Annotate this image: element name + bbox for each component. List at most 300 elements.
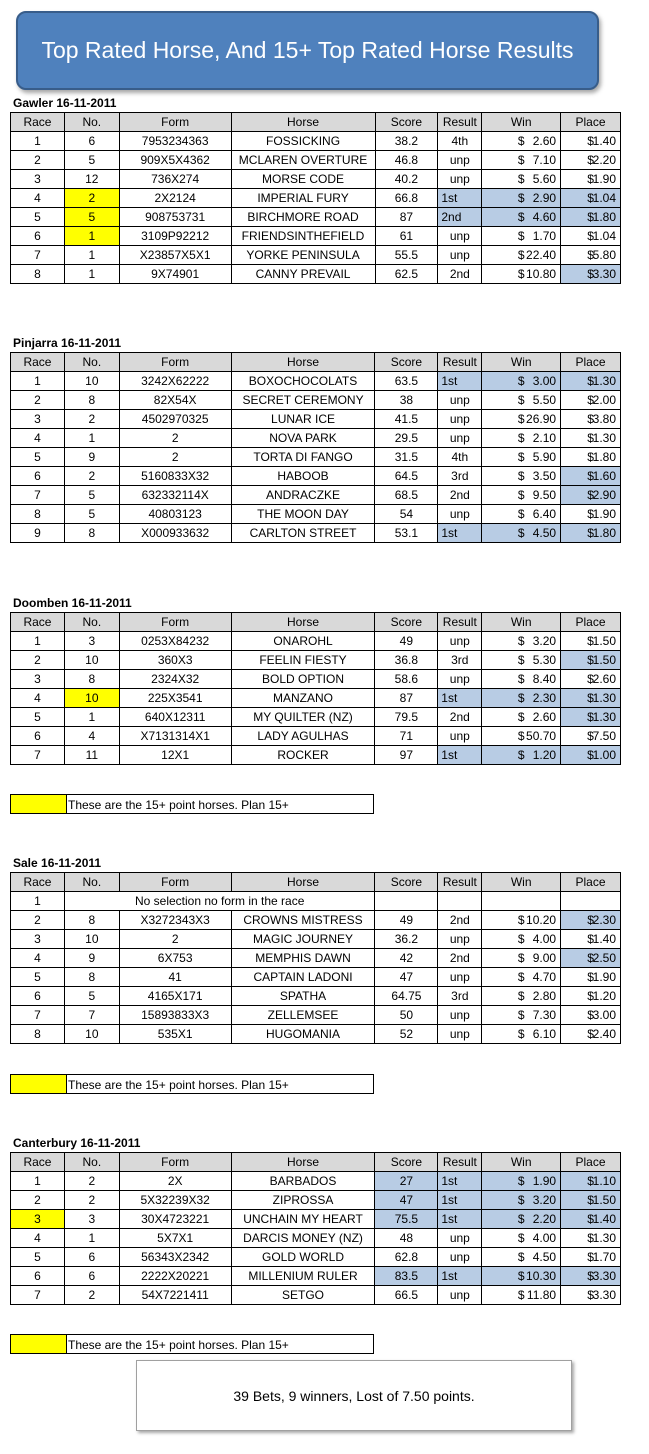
win-amount: 1.90	[532, 1174, 557, 1188]
place-amount: 3.30	[592, 1269, 616, 1283]
cell-score: 62.8	[375, 1248, 438, 1267]
win-amount: 7.10	[532, 153, 557, 167]
cell-form: 82X54X	[119, 391, 231, 410]
cell-no: 2	[64, 467, 119, 486]
win-amount: 2.90	[532, 191, 557, 205]
cell-race: 4	[11, 689, 65, 708]
cell-form: 632332114X	[119, 486, 231, 505]
cell-horse: HABOOB	[231, 467, 375, 486]
cell-race: 5	[11, 708, 65, 727]
cell-score: 47	[375, 968, 438, 987]
column-header-form: Form	[119, 113, 231, 132]
cell-place: $ 3.00	[561, 1006, 621, 1025]
legend-15plus	[10, 1074, 374, 1094]
cell-no: 6	[64, 1248, 119, 1267]
cell-horse: CROWNS MISTRESS	[231, 911, 375, 930]
place-amount: 2.00	[592, 393, 616, 407]
legend-text: These are the 15+ point horses. Plan 15+	[68, 798, 289, 812]
table-row	[11, 208, 621, 227]
cell-race: 5	[11, 448, 65, 467]
cell-score: 48	[375, 1229, 438, 1248]
cell-result: unp	[438, 246, 482, 265]
cell-race: 7	[11, 746, 65, 765]
cell-win: $ 3.50	[482, 467, 561, 486]
cell-win: $ 7.30	[482, 1006, 561, 1025]
cell-result: unp	[438, 670, 482, 689]
cell-win: $ 50.70	[482, 727, 561, 746]
cell-no: 1	[64, 708, 119, 727]
column-header-race: Race	[11, 1153, 65, 1172]
cell-place: $ 1.04	[561, 227, 621, 246]
cell-horse: BOXOCHOCOLATS	[231, 372, 375, 391]
table-row	[11, 372, 621, 391]
cell-horse: MCLAREN OVERTURE	[231, 151, 375, 170]
column-header-no: No.	[64, 1153, 119, 1172]
table-row	[11, 949, 621, 968]
cell-result: unp	[438, 391, 482, 410]
place-amount: 1.30	[592, 1231, 616, 1245]
cell-no: 6	[64, 1267, 119, 1286]
place-amount: 5.80	[592, 248, 616, 262]
cell-form: 3242X62222	[119, 372, 231, 391]
cell-win: $ 3.00	[482, 372, 561, 391]
cell-place: $ 1.30	[561, 372, 621, 391]
win-amount: 3.50	[532, 469, 557, 483]
cell-score: 38	[375, 391, 438, 410]
cell-race: 8	[11, 1025, 65, 1044]
column-header-no: No.	[64, 113, 119, 132]
column-header-form: Form	[119, 1153, 231, 1172]
cell-win: $ 4.50	[482, 1248, 561, 1267]
table-header-row	[11, 113, 621, 132]
cell-no: 2	[64, 189, 119, 208]
cell-form: 2222X20221	[119, 1267, 231, 1286]
cell-horse: TORTA DI FANGO	[231, 448, 375, 467]
cell-race: 1	[11, 892, 65, 911]
cell-no: 3	[64, 1210, 119, 1229]
cell-win: $ 4.70	[482, 968, 561, 987]
cell-horse: NOVA PARK	[231, 429, 375, 448]
column-header-win: Win	[482, 873, 561, 892]
cell-form: X23857X5X1	[119, 246, 231, 265]
cell-no: 10	[64, 1025, 119, 1044]
cell-race: 7	[11, 1006, 65, 1025]
win-amount: 2.60	[532, 710, 557, 724]
place-amount: 1.80	[592, 526, 616, 540]
cell-form: 2	[119, 429, 231, 448]
cell-form: 640X12311	[119, 708, 231, 727]
cell-result: unp	[438, 968, 482, 987]
cell-result: unp	[438, 170, 482, 189]
cell-form: 360X3	[119, 651, 231, 670]
table-header-row	[11, 353, 621, 372]
table-row	[11, 670, 621, 689]
cell-horse: FRIENDSINTHEFIELD	[231, 227, 375, 246]
cell-horse: GOLD WORLD	[231, 1248, 375, 1267]
results-table	[10, 112, 621, 284]
cell-score: 61	[375, 227, 438, 246]
cell-result: 1st	[438, 1210, 482, 1229]
place-amount: 1.50	[592, 1193, 616, 1207]
cell-score: 54	[375, 505, 438, 524]
cell-score: 40.2	[375, 170, 438, 189]
cell-win: $ 2.10	[482, 429, 561, 448]
cell-empty	[561, 892, 621, 911]
legend-swatch	[11, 795, 67, 813]
cell-win: $ 4.00	[482, 1229, 561, 1248]
cell-place: $ 1.04	[561, 189, 621, 208]
table-row	[11, 727, 621, 746]
cell-horse: BIRCHMORE ROAD	[231, 208, 375, 227]
cell-horse: ZELLEMSEE	[231, 1006, 375, 1025]
column-header-score: Score	[375, 873, 438, 892]
win-amount: 10.20	[526, 913, 557, 927]
cell-horse: MORSE CODE	[231, 170, 375, 189]
table-row	[11, 132, 621, 151]
cell-race: 5	[11, 968, 65, 987]
cell-result: unp	[438, 1006, 482, 1025]
cell-place: $ 1.50	[561, 651, 621, 670]
cell-horse: LUNAR ICE	[231, 410, 375, 429]
table-row	[11, 708, 621, 727]
place-amount: 1.10	[592, 1174, 616, 1188]
table-row	[11, 189, 621, 208]
cell-race: 1	[11, 372, 65, 391]
cell-result: unp	[438, 151, 482, 170]
cell-race: 8	[11, 265, 65, 284]
cell-empty	[482, 892, 561, 911]
cell-horse: CARLTON STREET	[231, 524, 375, 543]
cell-form: 4165X171	[119, 987, 231, 1006]
cell-score: 87	[375, 208, 438, 227]
column-header-place: Place	[561, 613, 621, 632]
cell-race: 5	[11, 208, 65, 227]
cell-horse: MAGIC JOURNEY	[231, 930, 375, 949]
place-amount: 1.90	[592, 172, 616, 186]
cell-no: 5	[64, 486, 119, 505]
legend-text: These are the 15+ point horses. Plan 15+	[68, 1078, 289, 1092]
place-amount: 3.30	[592, 267, 616, 281]
cell-result: unp	[438, 429, 482, 448]
cell-win: $ 5.30	[482, 651, 561, 670]
cell-no: 12	[64, 170, 119, 189]
results-table	[10, 872, 621, 1044]
cell-score: 71	[375, 727, 438, 746]
cell-win: $ 3.20	[482, 632, 561, 651]
table-row	[11, 1006, 621, 1025]
win-amount: 2.10	[532, 431, 557, 445]
win-amount: 50.70	[526, 729, 557, 743]
cell-no: 6	[64, 132, 119, 151]
cell-place: $ 1.80	[561, 208, 621, 227]
cell-place: $ 3.30	[561, 1286, 621, 1305]
page-title-banner	[16, 11, 599, 90]
results-table	[10, 1152, 621, 1305]
cell-no: 8	[64, 968, 119, 987]
cell-score: 66.8	[375, 189, 438, 208]
win-amount: 2.80	[532, 989, 557, 1003]
cell-horse: DARCIS MONEY (NZ)	[231, 1229, 375, 1248]
cell-form: 4502970325	[119, 410, 231, 429]
win-amount: 2.20	[532, 1212, 557, 1226]
cell-empty	[375, 892, 438, 911]
cell-no: 10	[64, 930, 119, 949]
place-amount: 1.40	[592, 1212, 616, 1226]
table-row	[11, 265, 621, 284]
cell-form: 30X4723221	[119, 1210, 231, 1229]
column-header-win: Win	[482, 113, 561, 132]
cell-win: $ 7.10	[482, 151, 561, 170]
cell-result: unp	[438, 227, 482, 246]
table-row	[11, 246, 621, 265]
cell-result: 4th	[438, 132, 482, 151]
cell-horse: IMPERIAL FURY	[231, 189, 375, 208]
cell-horse: BOLD OPTION	[231, 670, 375, 689]
cell-horse: FOSSICKING	[231, 132, 375, 151]
cell-win: $ 8.40	[482, 670, 561, 689]
column-header-win: Win	[482, 353, 561, 372]
cell-place: $ 1.90	[561, 170, 621, 189]
table-row	[11, 892, 621, 911]
cell-score: 36.2	[375, 930, 438, 949]
cell-no: 5	[64, 505, 119, 524]
win-amount: 26.90	[526, 412, 557, 426]
cell-score: 58.6	[375, 670, 438, 689]
cell-no: 5	[64, 987, 119, 1006]
cell-form: 41	[119, 968, 231, 987]
cell-place: $ 1.20	[561, 987, 621, 1006]
cell-win: $ 2.60	[482, 132, 561, 151]
cell-result: 2nd	[438, 486, 482, 505]
cell-score: 64.75	[375, 987, 438, 1006]
section-title: Gawler 16-11-2011	[13, 96, 117, 110]
cell-race: 1	[11, 632, 65, 651]
cell-horse: MILLENIUM RULER	[231, 1267, 375, 1286]
column-header-win: Win	[482, 613, 561, 632]
place-amount: 2.40	[592, 1027, 616, 1041]
cell-no: 1	[64, 1229, 119, 1248]
place-amount: 3.30	[592, 1288, 616, 1302]
cell-form: X3272343X3	[119, 911, 231, 930]
place-amount: 2.60	[592, 672, 616, 686]
cell-place: $ 7.50	[561, 727, 621, 746]
cell-score: 79.5	[375, 708, 438, 727]
table-row	[11, 410, 621, 429]
summary-box	[136, 1360, 572, 1431]
cell-form: 736X274	[119, 170, 231, 189]
column-header-race: Race	[11, 873, 65, 892]
cell-win: $ 3.20	[482, 1191, 561, 1210]
cell-place: $ 2.00	[561, 391, 621, 410]
cell-horse: SETGO	[231, 1286, 375, 1305]
place-amount: 3.80	[592, 412, 616, 426]
cell-race: 4	[11, 1229, 65, 1248]
cell-form: 0253X84232	[119, 632, 231, 651]
cell-win: $ 1.70	[482, 227, 561, 246]
results-table	[10, 352, 621, 543]
cell-horse: FEELIN FIESTY	[231, 651, 375, 670]
cell-result: 2nd	[438, 265, 482, 284]
column-header-no: No.	[64, 613, 119, 632]
table-row	[11, 467, 621, 486]
win-amount: 22.40	[526, 248, 557, 262]
cell-no: 5	[64, 151, 119, 170]
win-amount: 3.00	[532, 374, 557, 388]
cell-score: 75.5	[375, 1210, 438, 1229]
cell-place: $ 1.30	[561, 708, 621, 727]
cell-form: 15893833X3	[119, 1006, 231, 1025]
win-amount: 4.00	[532, 1231, 557, 1245]
cell-score: 64.5	[375, 467, 438, 486]
win-amount: 9.00	[532, 951, 557, 965]
table-header-row	[11, 613, 621, 632]
win-amount: 5.90	[532, 450, 557, 464]
win-amount: 6.10	[532, 1027, 557, 1041]
cell-score: 83.5	[375, 1267, 438, 1286]
cell-horse: SPATHA	[231, 987, 375, 1006]
cell-race: 7	[11, 486, 65, 505]
cell-no: 8	[64, 911, 119, 930]
win-amount: 2.60	[532, 134, 557, 148]
cell-win: $ 6.40	[482, 505, 561, 524]
cell-place: $ 1.40	[561, 1210, 621, 1229]
cell-win: $ 10.80	[482, 265, 561, 284]
table-row	[11, 987, 621, 1006]
place-amount: 1.80	[592, 210, 616, 224]
cell-no: 5	[64, 208, 119, 227]
place-amount: 1.30	[592, 710, 616, 724]
column-header-place: Place	[561, 353, 621, 372]
cell-form: 2324X32	[119, 670, 231, 689]
cell-race: 4	[11, 189, 65, 208]
win-amount: 8.40	[532, 672, 557, 686]
cell-no: 9	[64, 448, 119, 467]
win-amount: 11.80	[526, 1288, 557, 1302]
cell-no: 1	[64, 265, 119, 284]
column-header-place: Place	[561, 873, 621, 892]
cell-no: 8	[64, 670, 119, 689]
place-amount: 2.30	[592, 913, 616, 927]
cell-race: 3	[11, 670, 65, 689]
place-amount: 1.50	[592, 653, 616, 667]
table-row	[11, 505, 621, 524]
win-amount: 7.30	[532, 1008, 557, 1022]
section-title: Doomben 16-11-2011	[13, 596, 132, 610]
place-amount: 2.20	[592, 153, 616, 167]
cell-horse: ROCKER	[231, 746, 375, 765]
cell-result: unp	[438, 632, 482, 651]
column-header-score: Score	[375, 1153, 438, 1172]
table-row	[11, 911, 621, 930]
place-amount: 1.90	[592, 970, 616, 984]
cell-place: $ 1.40	[561, 930, 621, 949]
cell-score: 63.5	[375, 372, 438, 391]
cell-result: 1st	[438, 746, 482, 765]
cell-score: 31.5	[375, 448, 438, 467]
cell-form: X7131314X1	[119, 727, 231, 746]
cell-score: 62.5	[375, 265, 438, 284]
column-header-result: Result	[438, 1153, 482, 1172]
cell-win: $ 10.30	[482, 1267, 561, 1286]
cell-place: $ 1.80	[561, 448, 621, 467]
table-row	[11, 1191, 621, 1210]
cell-result: 1st	[438, 1172, 482, 1191]
cell-result: 1st	[438, 689, 482, 708]
cell-result: 3rd	[438, 467, 482, 486]
cell-form: 9X74901	[119, 265, 231, 284]
table-row	[11, 448, 621, 467]
cell-no: 8	[64, 524, 119, 543]
cell-win: $ 6.10	[482, 1025, 561, 1044]
win-amount: 3.20	[532, 634, 557, 648]
cell-score: 49	[375, 911, 438, 930]
column-header-race: Race	[11, 613, 65, 632]
cell-result: 2nd	[438, 911, 482, 930]
place-amount: 1.20	[592, 989, 616, 1003]
cell-place: $ 1.10	[561, 1172, 621, 1191]
place-amount: 1.00	[592, 748, 616, 762]
cell-place: $ 3.80	[561, 410, 621, 429]
cell-form: 2	[119, 930, 231, 949]
cell-win: $ 2.90	[482, 189, 561, 208]
cell-no-selection-note: No selection no form in the race	[64, 892, 375, 911]
cell-place: $ 1.50	[561, 1191, 621, 1210]
win-amount: 5.30	[532, 653, 557, 667]
cell-result: unp	[438, 930, 482, 949]
cell-form: 56343X2342	[119, 1248, 231, 1267]
win-amount: 3.20	[532, 1193, 557, 1207]
win-amount: 2.30	[532, 691, 557, 705]
cell-win: $ 22.40	[482, 246, 561, 265]
column-header-place: Place	[561, 113, 621, 132]
cell-result: 1st	[438, 524, 482, 543]
column-header-race: Race	[11, 353, 65, 372]
cell-win: $ 9.00	[482, 949, 561, 968]
cell-score: 47	[375, 1191, 438, 1210]
cell-form: X000933632	[119, 524, 231, 543]
cell-win: $ 2.60	[482, 708, 561, 727]
cell-horse: MY QUILTER (NZ)	[231, 708, 375, 727]
cell-win: $ 2.80	[482, 987, 561, 1006]
column-header-no: No.	[64, 873, 119, 892]
cell-score: 55.5	[375, 246, 438, 265]
table-header-row	[11, 873, 621, 892]
cell-win: $ 4.60	[482, 208, 561, 227]
cell-no: 1	[64, 429, 119, 448]
cell-form: 5X32239X32	[119, 1191, 231, 1210]
win-amount: 4.50	[532, 526, 557, 540]
cell-score: 49	[375, 632, 438, 651]
cell-result: unp	[438, 1286, 482, 1305]
win-amount: 4.50	[532, 1250, 557, 1264]
win-amount: 4.60	[532, 210, 557, 224]
cell-horse: HUGOMANIA	[231, 1025, 375, 1044]
table-row	[11, 170, 621, 189]
cell-win: $ 5.90	[482, 448, 561, 467]
cell-score: 97	[375, 746, 438, 765]
cell-result: 3rd	[438, 987, 482, 1006]
cell-horse: THE MOON DAY	[231, 505, 375, 524]
cell-horse: CANNY PREVAIL	[231, 265, 375, 284]
cell-score: 66.5	[375, 1286, 438, 1305]
place-amount: 1.04	[592, 229, 616, 243]
cell-result: 2nd	[438, 949, 482, 968]
cell-place: $ 2.90	[561, 486, 621, 505]
cell-win: $ 4.00	[482, 930, 561, 949]
cell-place: $ 2.60	[561, 670, 621, 689]
cell-form: 908753731	[119, 208, 231, 227]
place-amount: 2.90	[592, 488, 616, 502]
